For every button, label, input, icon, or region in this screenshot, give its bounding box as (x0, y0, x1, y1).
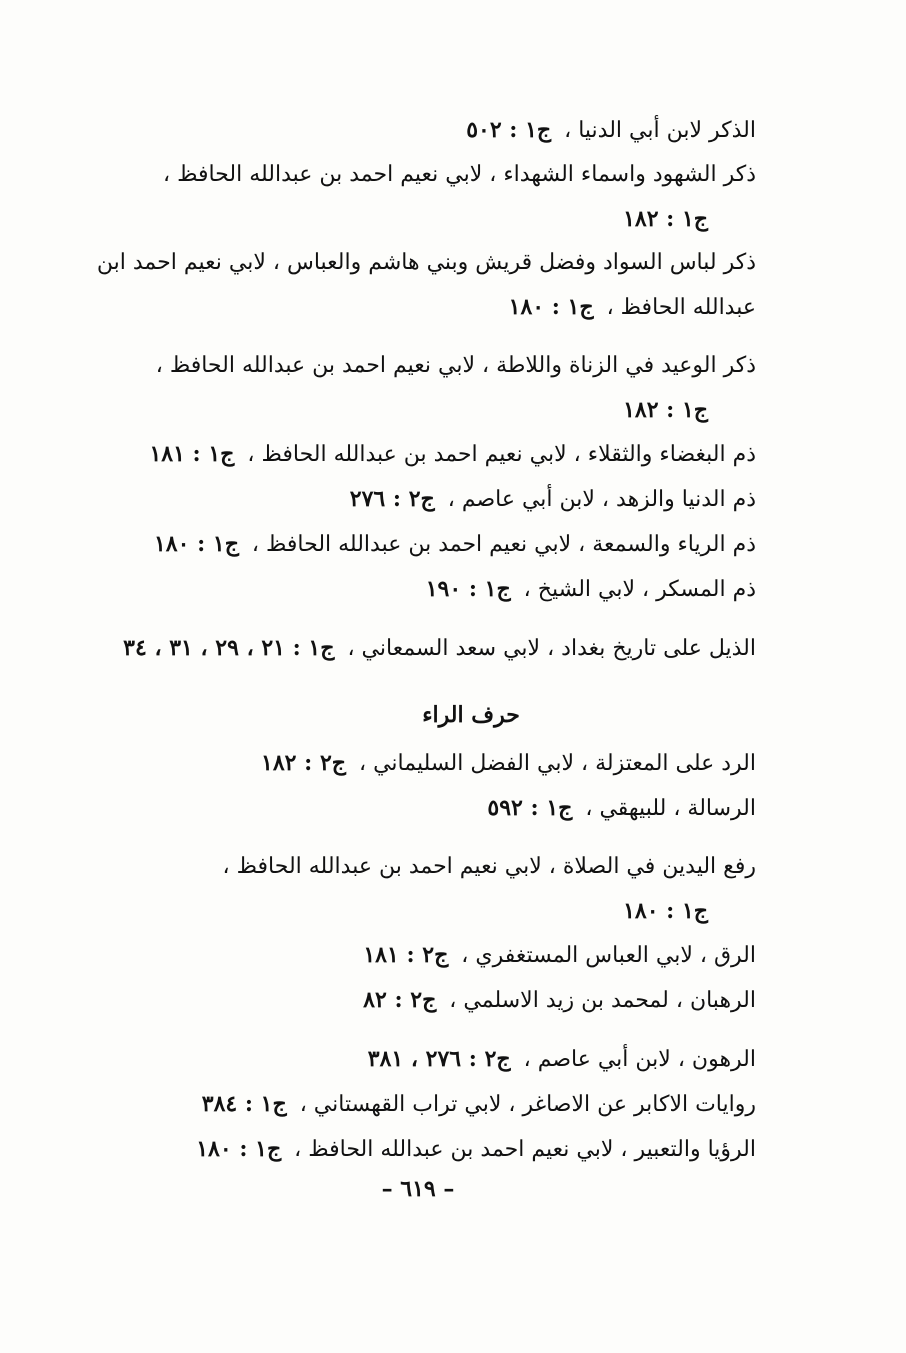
entry-reference: ج٢ : ١٨١ (363, 942, 449, 968)
entry-title: الرسالة ، للبيهقي ، (585, 796, 756, 821)
bibliography-entry (96, 1082, 756, 1127)
entry-reference: ج١ : ١٨٢ (623, 397, 708, 423)
entry-title: الذكر لابن أبي الدنيا ، (564, 118, 756, 143)
entry-title: الرهبان ، لمحمد بن زيد الاسلمي ، (449, 988, 756, 1013)
entry-title: ذم الدنيا والزهد ، لابن أبي عاصم ، (447, 487, 756, 512)
bibliography-entry (96, 626, 756, 671)
entry-title: روايات الاكابر عن الاصاغر ، لابي تراب القهستاني ، (299, 1092, 756, 1117)
bibliography-entry (96, 241, 756, 330)
bibliography-entry (96, 108, 756, 153)
bibliography-entry (96, 477, 756, 522)
entry-reference: ج١ : ٥٠٢ (466, 117, 552, 143)
bibliography-entry (96, 933, 756, 978)
entry-reference: ج١ : ١٨٠ (623, 898, 708, 924)
bibliography-entry (96, 741, 756, 786)
entry-reference: ج٢ : ١٨٢ (261, 750, 346, 776)
entry-title: ذكر الشهود واسماء الشهداء ، لابي نعيم احمد بن عبدالله الحافظ ، (162, 162, 756, 187)
bibliography-entry (96, 153, 756, 241)
bibliography-entry (96, 432, 756, 477)
entry-reference: ج١ : ١٨٠ (153, 531, 239, 557)
entry-reference: ج١ : ١٨٠ (508, 294, 594, 320)
entry-title: ذكر لباس السواد وفضل قريش وبني هاشم والعباس ، لابي نعيم احمد ابن عبدالله الحافظ ، (96, 250, 756, 320)
bibliography-entry (96, 1127, 756, 1172)
bibliography-entry (96, 1037, 756, 1082)
bibliography-entry (96, 845, 756, 933)
entry-reference: ج٢ : ٢٧٦ ، ٣٨١ (367, 1046, 511, 1072)
entry-reference: ج١ : ١٨٠ (196, 1136, 282, 1162)
entry-reference: ج١ : ٢١ ، ٢٩ ، ٣١ ، ٣٤ (123, 635, 335, 661)
entry-reference: ج٢ : ٨٢ (363, 987, 437, 1013)
entry-title: ذم المسكر ، لابي الشيخ ، (523, 577, 756, 602)
entry-title: الرهون ، لابن أبي عاصم ، (523, 1047, 756, 1072)
bibliography-entries (96, 108, 756, 1172)
entry-title: الرؤيا والتعبير ، لابي نعيم احمد بن عبدالله الحافظ ، (294, 1137, 756, 1162)
entry-title: ذم الرياء والسمعة ، لابي نعيم احمد بن عبدالله الحافظ ، (251, 532, 756, 557)
entry-title: الذيل على تاريخ بغداد ، لابي سعد السمعاني ، (347, 636, 756, 661)
entry-title: رفع اليدين في الصلاة ، لابي نعيم احمد بن عبدالله الحافظ ، (222, 854, 756, 879)
entry-title: الرق ، لابي العباس المستغفري ، (461, 943, 756, 968)
entry-title: الرد على المعتزلة ، لابي الفضل السليماني ، (358, 751, 756, 776)
entry-title: ذكر الوعيد في الزناة واللاطة ، لابي نعيم احمد بن عبدالله الحافظ ، (155, 353, 756, 378)
entry-reference: ج١ : ١٨٢ (623, 206, 708, 232)
entry-reference: ج١ : ٣٨٤ (201, 1091, 287, 1117)
bibliography-entry (96, 978, 756, 1023)
entry-reference: ج١ : ٥٩٢ (487, 795, 573, 821)
entry-reference: ج٢ : ٢٧٦ (349, 486, 435, 512)
section-heading: حرف الراء (422, 702, 520, 728)
bibliography-entry (96, 522, 756, 567)
entry-reference: ج١ : ١٩٠ (425, 576, 511, 602)
bibliography-entry (96, 344, 756, 432)
bibliography-entry (96, 786, 756, 831)
bibliography-entry (96, 567, 756, 612)
entry-title: ذم البغضاء والثقلاء ، لابي نعيم احمد بن عبدالله الحافظ ، (247, 442, 756, 467)
page-number: – ٦١٩ – (381, 1176, 455, 1202)
entry-reference: ج١ : ١٨١ (149, 441, 235, 467)
